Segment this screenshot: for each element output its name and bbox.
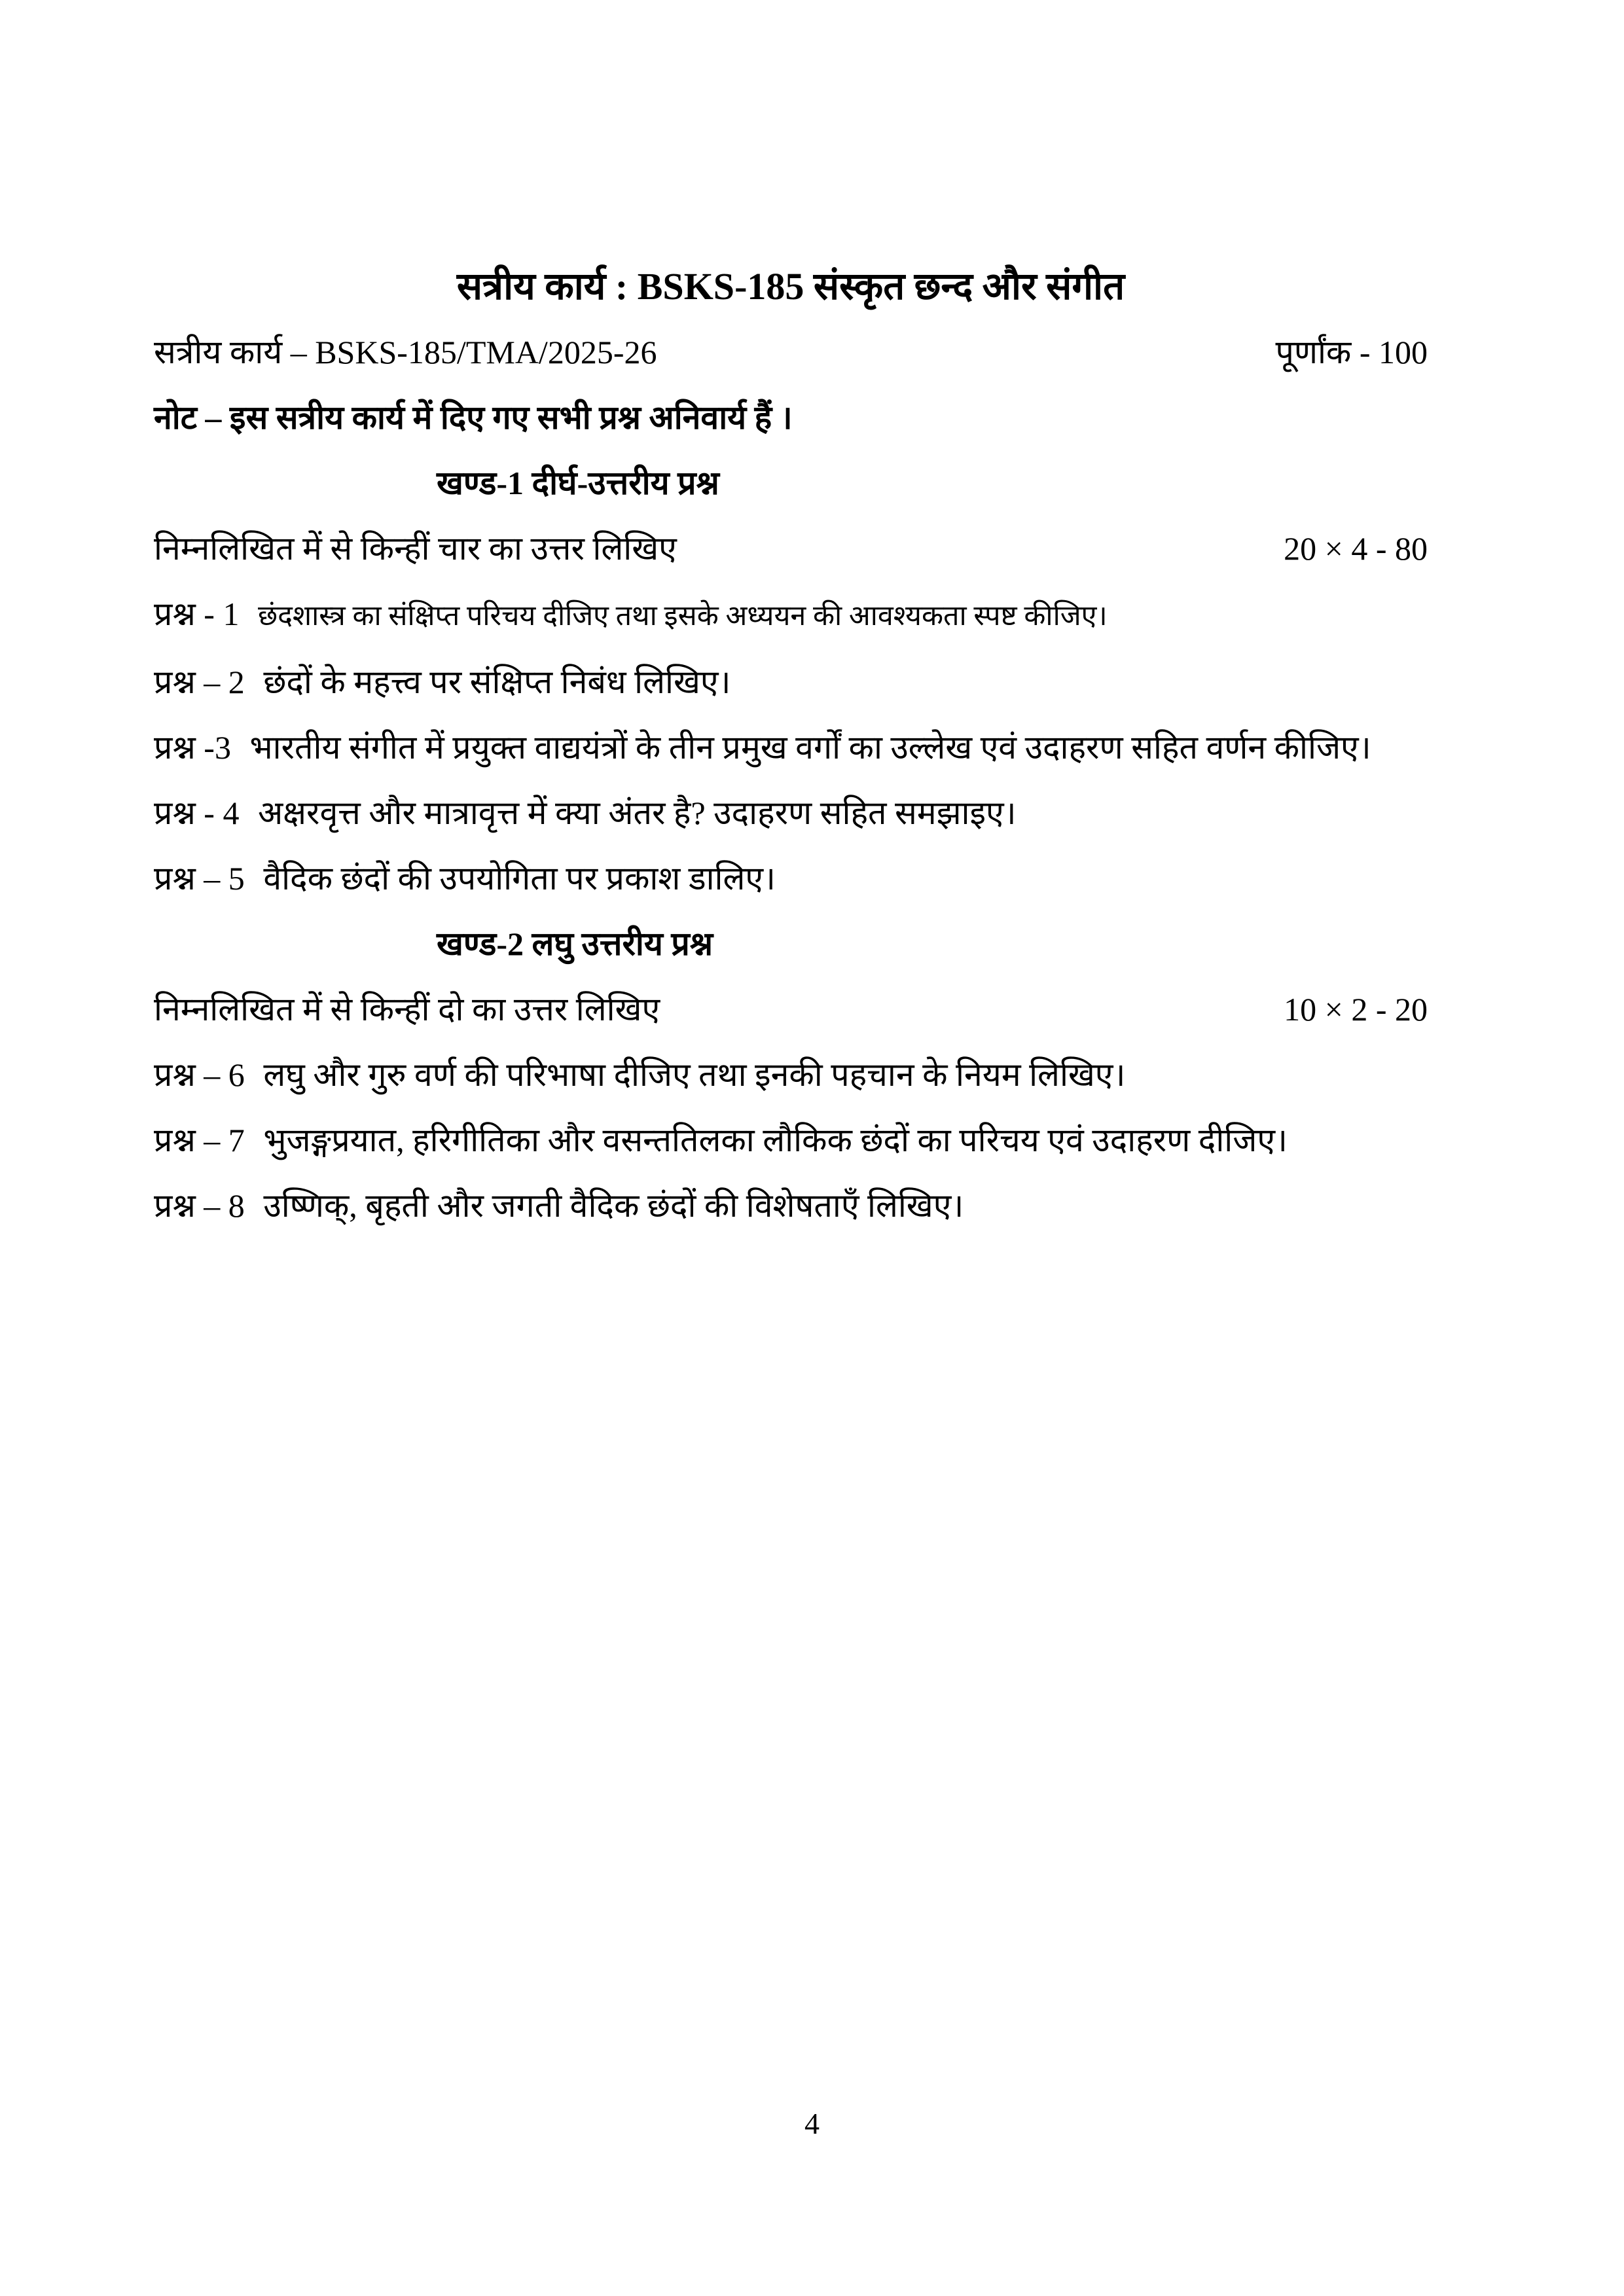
question-7-label: प्रश्न – 7 bbox=[154, 1122, 245, 1158]
question-8 bbox=[154, 1173, 1428, 1238]
question-5 bbox=[154, 846, 1428, 911]
question-1 bbox=[154, 581, 1428, 649]
question-8-label: प्रश्न – 8 bbox=[154, 1187, 245, 1224]
question-7 bbox=[154, 1107, 1428, 1173]
section-2-instruction-row bbox=[154, 977, 1428, 1042]
question-5-text: वैदिक छंदों की उपयोगिता पर प्रकाश डालिए। bbox=[263, 860, 776, 897]
section-2-marks: 10 × 2 - 20 bbox=[1284, 991, 1428, 1028]
assignment-content bbox=[154, 254, 1428, 1238]
question-1-text: छंदशास्त्र का संक्षिप्त परिचय दीजिए तथा इसके अध्ययन की आवश्यकता स्पष्ट कीजिए। bbox=[257, 601, 1108, 632]
section-1-marks: 20 × 4 - 80 bbox=[1284, 530, 1428, 567]
assignment-meta-row bbox=[154, 319, 1428, 385]
question-8-text: उष्णिक्, बृहती और जगती वैदिक छंदों की विशेषताएँ लिखिए। bbox=[263, 1187, 964, 1224]
page-title: सत्रीय कार्य : BSKS-185 संस्कृत छन्द और संगीत bbox=[456, 265, 1125, 308]
section-2-heading: खण्ड-2 लघु उत्तरीय प्रश्न bbox=[437, 925, 713, 962]
section-1-instruction: निम्नलिखित में से किन्हीं चार का उत्तर लिखिए bbox=[154, 530, 677, 567]
question-6 bbox=[154, 1042, 1428, 1107]
question-7-text: भुजङ्गप्रयात, हरिगीतिका और वसन्ततिलका लौकिक छंदों का परिचय एवं उदाहरण दीजिए। bbox=[263, 1122, 1288, 1158]
question-5-label: प्रश्न – 5 bbox=[154, 860, 245, 897]
question-6-text: लघु और गुरु वर्ण की परिभाषा दीजिए तथा इनकी पहचान के नियम लिखिए। bbox=[263, 1056, 1126, 1093]
max-marks: पूर्णांक - 100 bbox=[1275, 334, 1428, 370]
question-3-text: भारतीय संगीत में प्रयुक्त वाद्ययंत्रों के तीन प्रमुख वर्गों का उल्लेख एवं उदाहरण सहित वर्णन कीजिए। bbox=[249, 729, 1371, 766]
question-2 bbox=[154, 649, 1428, 715]
question-2-label: प्रश्न – 2 bbox=[154, 664, 245, 700]
section-1-heading: खण्ड-1 दीर्घ-उत्तरीय प्रश्न bbox=[437, 465, 719, 501]
question-3 bbox=[154, 715, 1428, 780]
question-4 bbox=[154, 780, 1428, 846]
section-2-instruction: निम्नलिखित में से किन्हीं दो का उत्तर लिखिए bbox=[154, 991, 660, 1028]
section-1-instruction-row bbox=[154, 516, 1428, 581]
note-line: नोट – इस सत्रीय कार्य में दिए गए सभी प्रश्न अनिवार्य हैं । bbox=[154, 399, 793, 436]
question-4-label: प्रश्न - 4 bbox=[154, 795, 240, 831]
question-6-label: प्रश्न – 6 bbox=[154, 1056, 245, 1093]
assignment-code: सत्रीय कार्य – BSKS-185/TMA/2025-26 bbox=[154, 334, 657, 370]
question-2-text: छंदों के महत्त्व पर संक्षिप्त निबंध लिखिए। bbox=[263, 664, 731, 700]
question-4-text: अक्षरवृत्त और मात्रावृत्त में क्या अंतर है? उदाहरण सहित समझाइए। bbox=[257, 795, 1017, 831]
question-3-label: प्रश्न -3 bbox=[154, 729, 231, 766]
page-number: 4 bbox=[804, 2107, 820, 2140]
question-1-label: प्रश्न - 1 bbox=[154, 596, 240, 632]
